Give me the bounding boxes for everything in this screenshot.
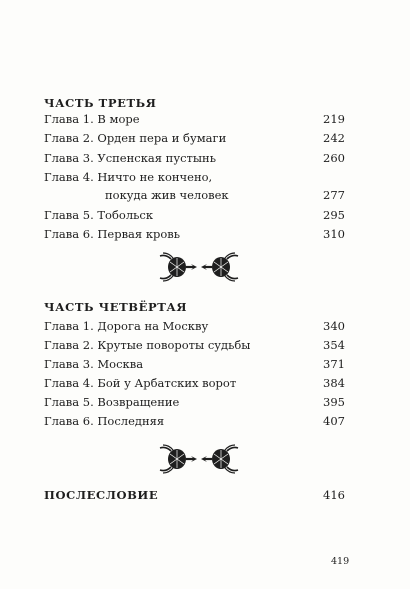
part-four-title: ЧАСТЬ ЧЕТВЁРТАЯ xyxy=(44,300,188,314)
toc-entry-page: 277 xyxy=(323,188,345,202)
toc-entry-page: 260 xyxy=(323,151,345,165)
toc-entry xyxy=(44,412,345,430)
toc-entry-title: Глава 5. Возвращение xyxy=(44,395,180,409)
toc-entry-title: Глава 4. Бой у Арбатских ворот xyxy=(44,376,237,390)
toc-entry-title-continuation: покуда жив человек xyxy=(105,188,229,202)
toc-entry xyxy=(44,374,345,392)
toc-entry xyxy=(44,336,345,354)
toc-entry-title: Глава 2. Крутые повороты судьбы xyxy=(44,338,251,352)
toc-entry xyxy=(44,129,345,147)
toc-entry-page: 354 xyxy=(323,338,345,352)
part-three-title: ЧАСТЬ ТРЕТЬЯ xyxy=(44,96,157,110)
toc-entry-title: Глава 3. Успенская пустынь xyxy=(44,151,216,165)
toc-entry-title: Глава 4. Ничто не кончено, xyxy=(44,170,213,184)
toc-entry-page: 340 xyxy=(323,319,345,333)
toc-entry xyxy=(44,225,345,243)
toc-entry-page: 395 xyxy=(323,395,345,409)
toc-entry xyxy=(44,168,345,204)
afterword-page: 416 xyxy=(323,488,345,502)
toc-entry-title: Глава 1. Дорога на Москву xyxy=(44,319,209,333)
page-number: 419 xyxy=(331,556,350,567)
thistle-ornament-icon xyxy=(158,442,240,476)
toc-entry-page: 384 xyxy=(323,376,345,390)
toc-entry xyxy=(44,355,345,373)
toc-entry-page: 242 xyxy=(323,131,345,145)
thistle-ornament-icon xyxy=(158,250,240,284)
toc-entry-page: 295 xyxy=(323,208,345,222)
afterword-entry xyxy=(44,486,345,504)
toc-entry-page: 219 xyxy=(323,112,345,126)
toc-entry-title: Глава 5. Тобольск xyxy=(44,208,154,222)
toc-entry-title: Глава 1. В море xyxy=(44,112,140,126)
toc-entry-title: Глава 6. Первая кровь xyxy=(44,227,181,241)
toc-entry-page: 407 xyxy=(323,414,345,428)
toc-entry-page: 310 xyxy=(323,227,345,241)
toc-entry-title: Глава 3. Москва xyxy=(44,357,144,371)
toc-entry xyxy=(44,206,345,224)
toc-entry xyxy=(44,110,345,128)
afterword-title: ПОСЛЕСЛОВИЕ xyxy=(44,488,159,502)
toc-entry xyxy=(44,149,345,167)
toc-entry-page: 371 xyxy=(323,357,345,371)
toc-entry-title: Глава 6. Последняя xyxy=(44,414,165,428)
toc-entry xyxy=(44,317,345,335)
toc-entry xyxy=(44,393,345,411)
toc-entry-title: Глава 2. Орден пера и бумаги xyxy=(44,131,227,145)
